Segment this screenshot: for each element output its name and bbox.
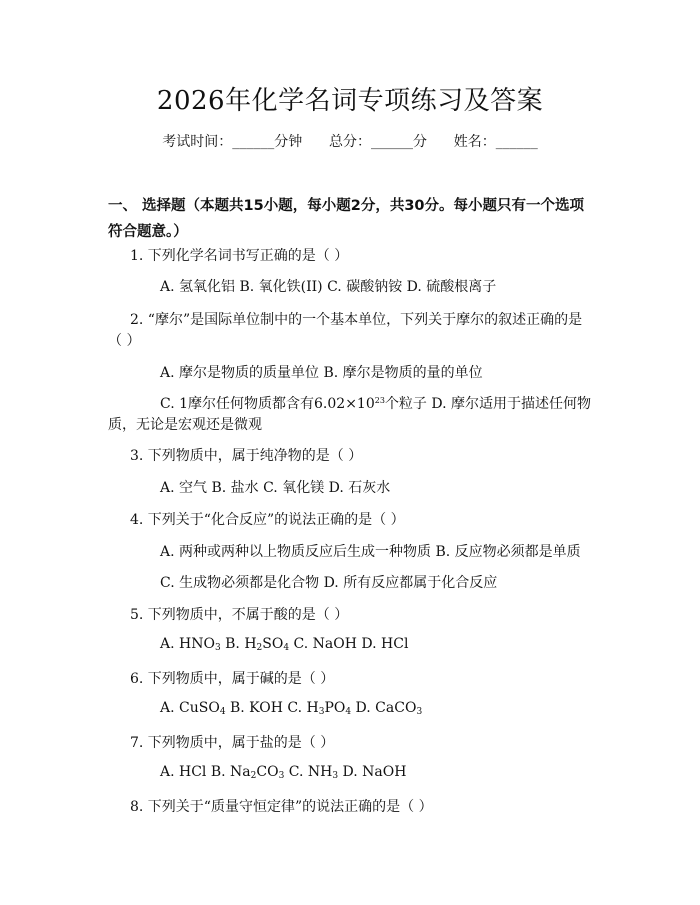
- question-4-options-ab: A. 两种或两种以上物质反应后生成一种物质 B. 反应物必须都是单质: [160, 544, 581, 560]
- question-2-option-c-continued: 质，无论是宏观还是微观: [108, 417, 262, 433]
- question-1-options: A. 氢氧化铝 B. 氧化铁(II) C. 碳酸钠铵 D. 硫酸根离子: [160, 279, 497, 295]
- question-6: 6. 下列物质中，属于碱的是（ ）: [130, 671, 335, 687]
- question-2-option-c: C. 1摩尔任何物质都含有$6.02\times 10^{23}$个粒子 D. 摩尔适用于描述任何物: [160, 396, 592, 412]
- question-4-options-cd: C. 生成物必须都是化合物 D. 所有反应都属于化合反应: [160, 575, 498, 591]
- exam-info-line: 考试时间：______分钟 总分：______分 姓名：______: [162, 134, 538, 150]
- question-7-options: A. HCl B. $Na_2CO_3$ C. $NH_3$ D. NaOH: [160, 764, 407, 781]
- question-1: 1. 下列化学名词书写正确的是（ ）: [130, 248, 349, 264]
- question-2-continued: （ ）: [108, 333, 141, 349]
- question-6-options: A. CuSO$_4$ B. KOH C. $H_3PO_4$ D. CaCO$_3$: [160, 700, 423, 717]
- document-title: 2026年化学名词专项练习及答案: [156, 86, 544, 116]
- question-4: 4. 下列关于“化合反应”的说法正确的是（ ）: [130, 512, 405, 528]
- question-5: 5. 下列物质中，不属于酸的是（ ）: [130, 607, 349, 623]
- question-8: 8. 下列关于“质量守恒定律”的说法正确的是（ ）: [130, 799, 433, 815]
- question-2-options-ab: A. 摩尔是物质的质量单位 B. 摩尔是物质的量的单位: [160, 365, 483, 381]
- question-3: 3. 下列物质中，属于纯净物的是（ ）: [130, 448, 363, 464]
- question-7: 7. 下列物质中，属于盐的是（ ）: [130, 735, 335, 751]
- question-5-options: A. $HNO_3$ B. $H_2SO_4$ C. NaOH D. HCl: [160, 636, 409, 653]
- question-2: 2. “摩尔”是国际单位制中的一个基本单位，下列关于摩尔的叙述正确的是: [130, 312, 583, 328]
- section-heading: 一、 选择题（本题共15小题，每小题2分，共30分。每小题只有一个选项符合题意。）: [108, 198, 584, 240]
- question-3-options: A. 空气 B. 盐水 C. 氧化镁 D. 石灰水: [160, 480, 391, 496]
